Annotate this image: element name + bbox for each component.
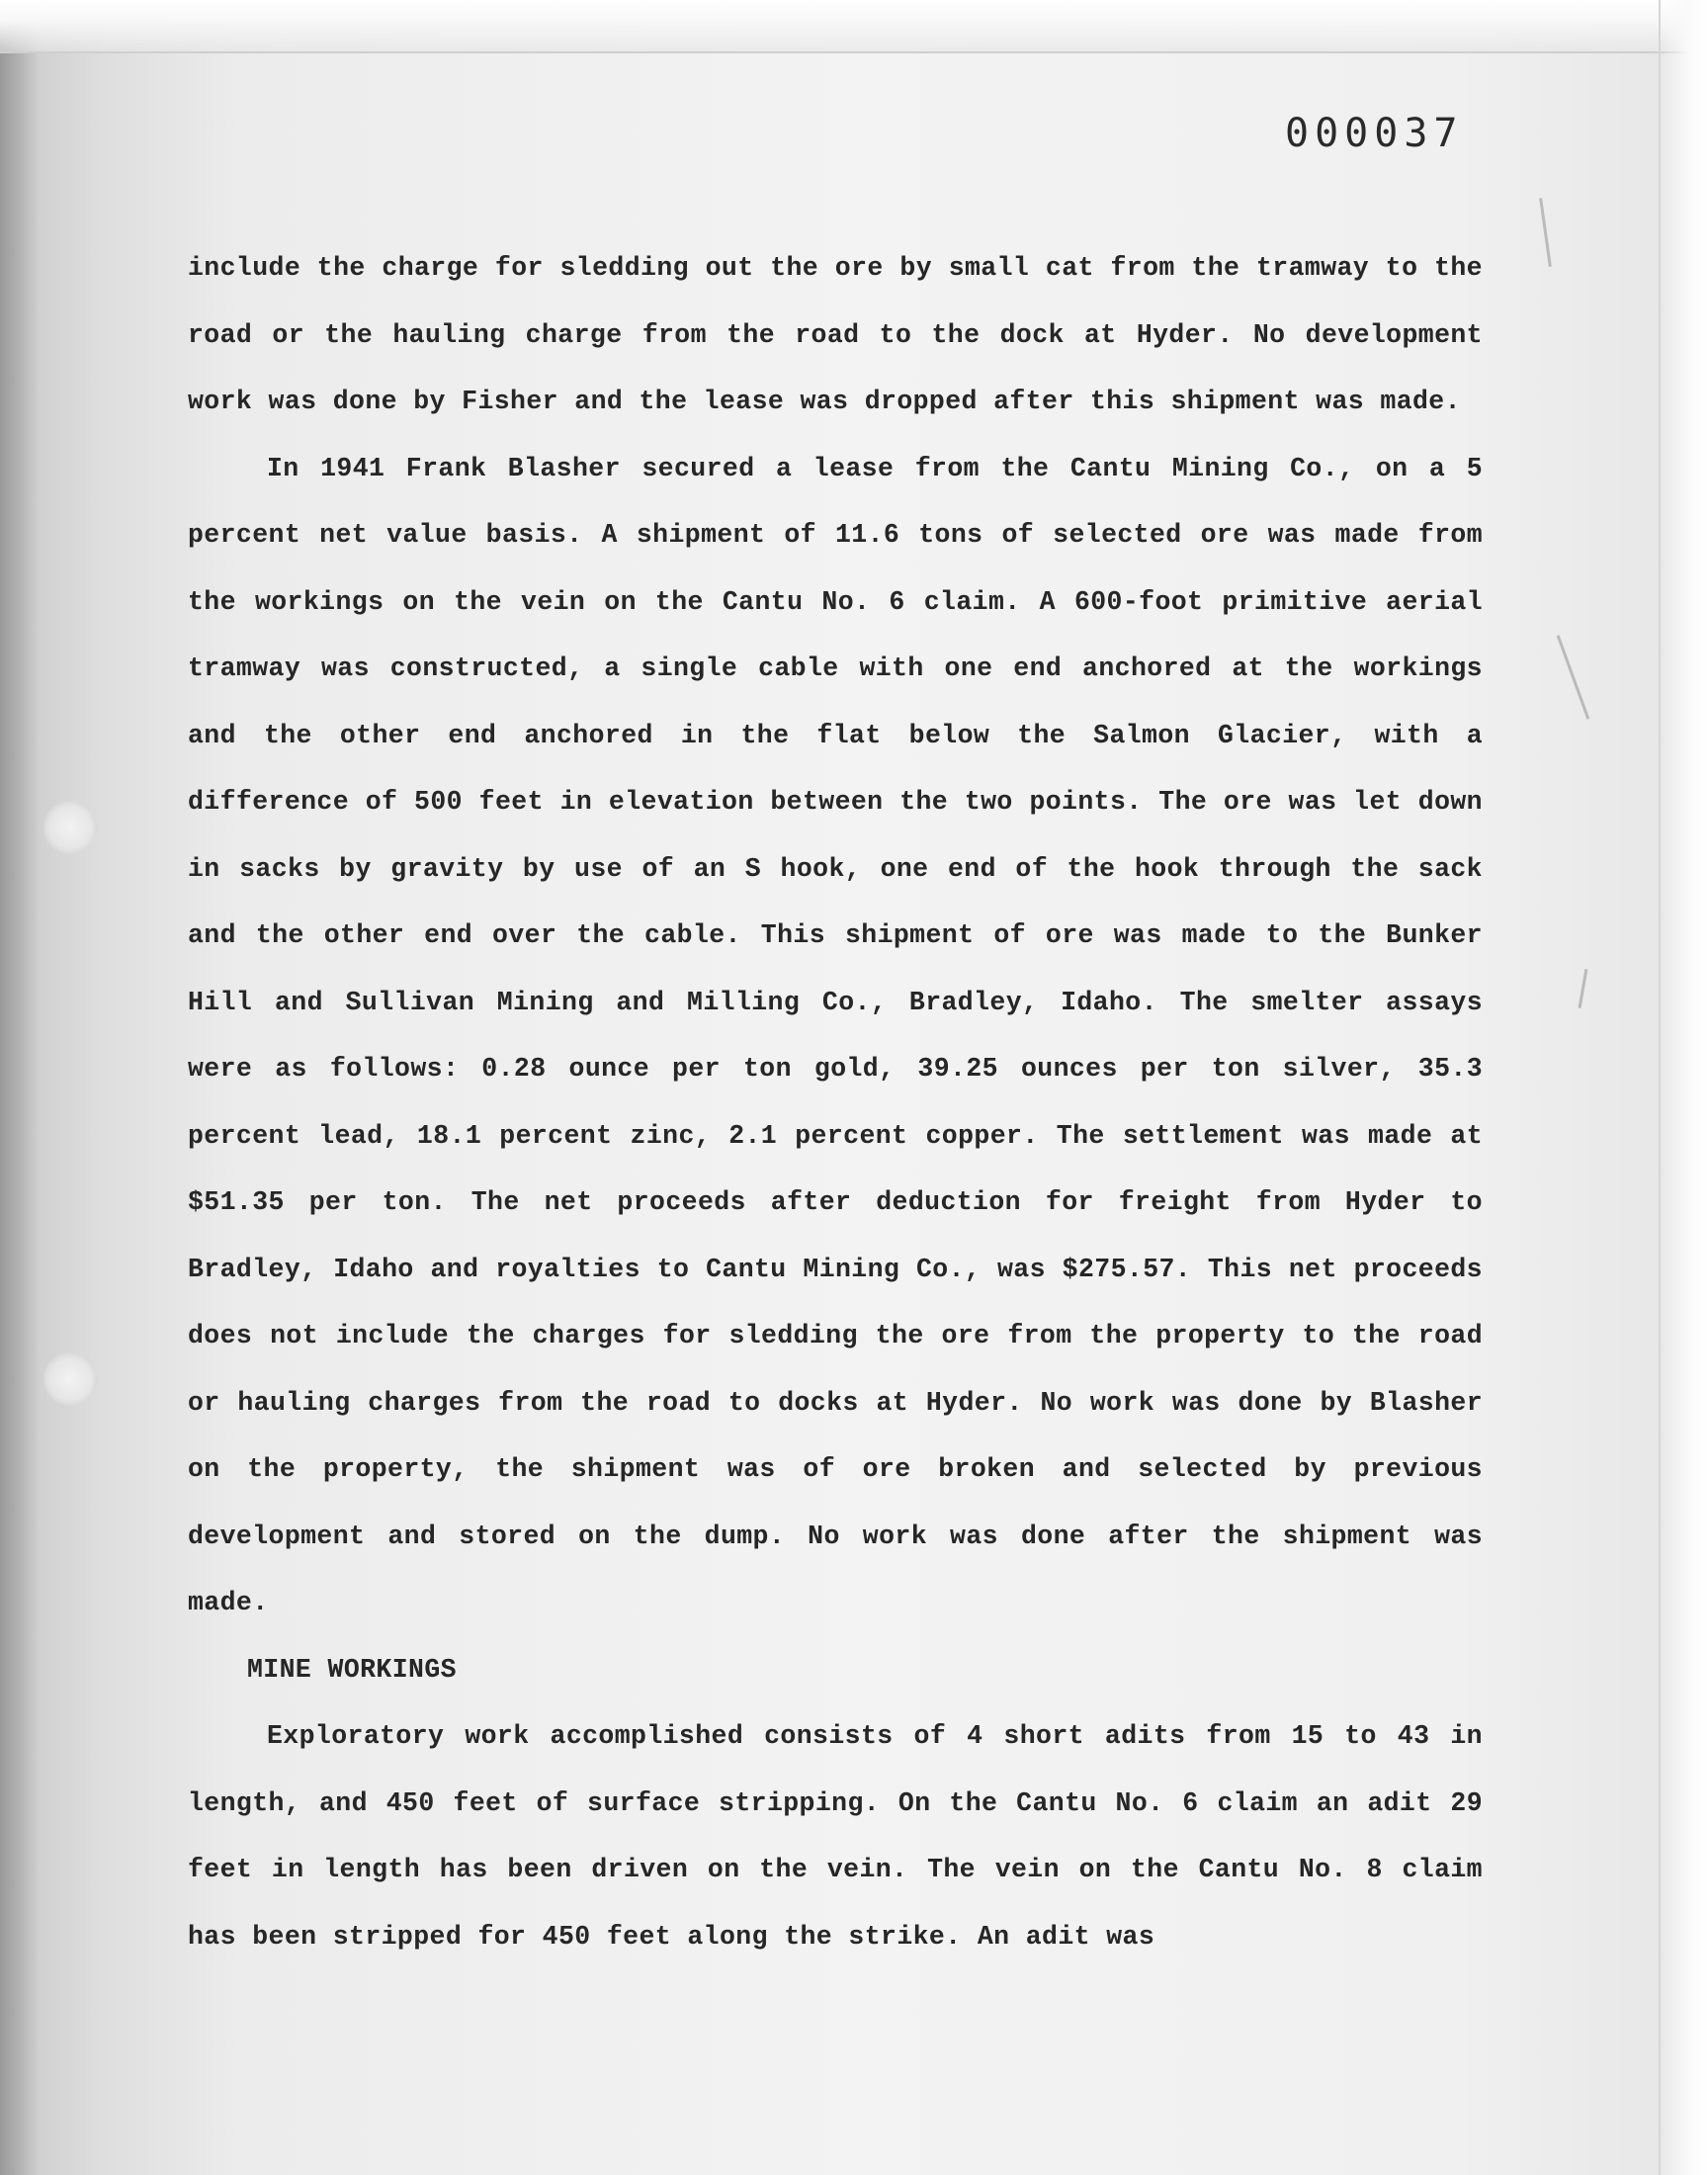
paragraph-continuation: include the charge for sledding out the ore by small cat from the tramway to the road or the hauling charge from the road to the dock at Hyder. No development work was done by Fisher and the lease was dropped after this shipment was made. (188, 253, 1483, 416)
scan-mark (1557, 635, 1590, 720)
section-heading: MINE WORKINGS (247, 1654, 457, 1685)
page-right-edge (1659, 0, 1708, 2175)
document-body (188, 235, 1483, 1970)
punch-hole-bottom (43, 1352, 97, 1406)
paragraph-1941-lease: In 1941 Frank Blasher secured a lease from the Cantu Mining Co., on a 5 percent net value basis. A shipment of 11.6 tons of selected ore was made from the workings on the vein on the Cantu No. 6 claim. A 600-foot primitive aerial tramway was constructed, a single cable with one end anchored at the workings and the other end anchored in the flat below the Salmon Glacier, with a difference of 500 feet in elevation between the two points. The ore was let down in sacks by gravity by use of an S hook, one end of the hook through the sack and the other end over the cable. This shipment of ore was made to the Bunker Hill and Sullivan Mining and Milling Co., Bradley, Idaho. The smelter assays were as follows: 0.28 ounce per ton gold, 39.25 ounces per ton silver, 35.3 percent lead, 18.1 percent zinc, 2.1 percent copper. The settlement was made at $51.35 per ton. The net proceeds after deduction for freight from Hyder to Bradley, Idaho and royalties to Cantu Mining Co., was $275.57. This net proceeds does not include the charges for sledding the ore from the property to the road or hauling charges from the road to docks at Hyder. No work was done by Blasher on the property, the shipment was of ore broken and selected by previous development and stored on the dump. No work was done after the shipment was made. (188, 453, 1483, 1617)
page-shadow (0, 0, 40, 2175)
scan-mark (1539, 198, 1552, 267)
scan-mark (1579, 969, 1588, 1008)
punch-hole-top (43, 801, 97, 854)
paragraph-exploratory-work: Exploratory work accomplished consists of 4 short adits from 15 to 43 in length, and 450 feet of surface stripping. On the Cantu No. 6 claim an adit 29 feet in length has been driven on the vein. The vein on the Cantu No. 8 claim has been stripped for 450 feet along the strike. An adit was (188, 1721, 1483, 1952)
page-top-edge (0, 0, 1708, 53)
page-number: 000037 (1285, 111, 1464, 156)
